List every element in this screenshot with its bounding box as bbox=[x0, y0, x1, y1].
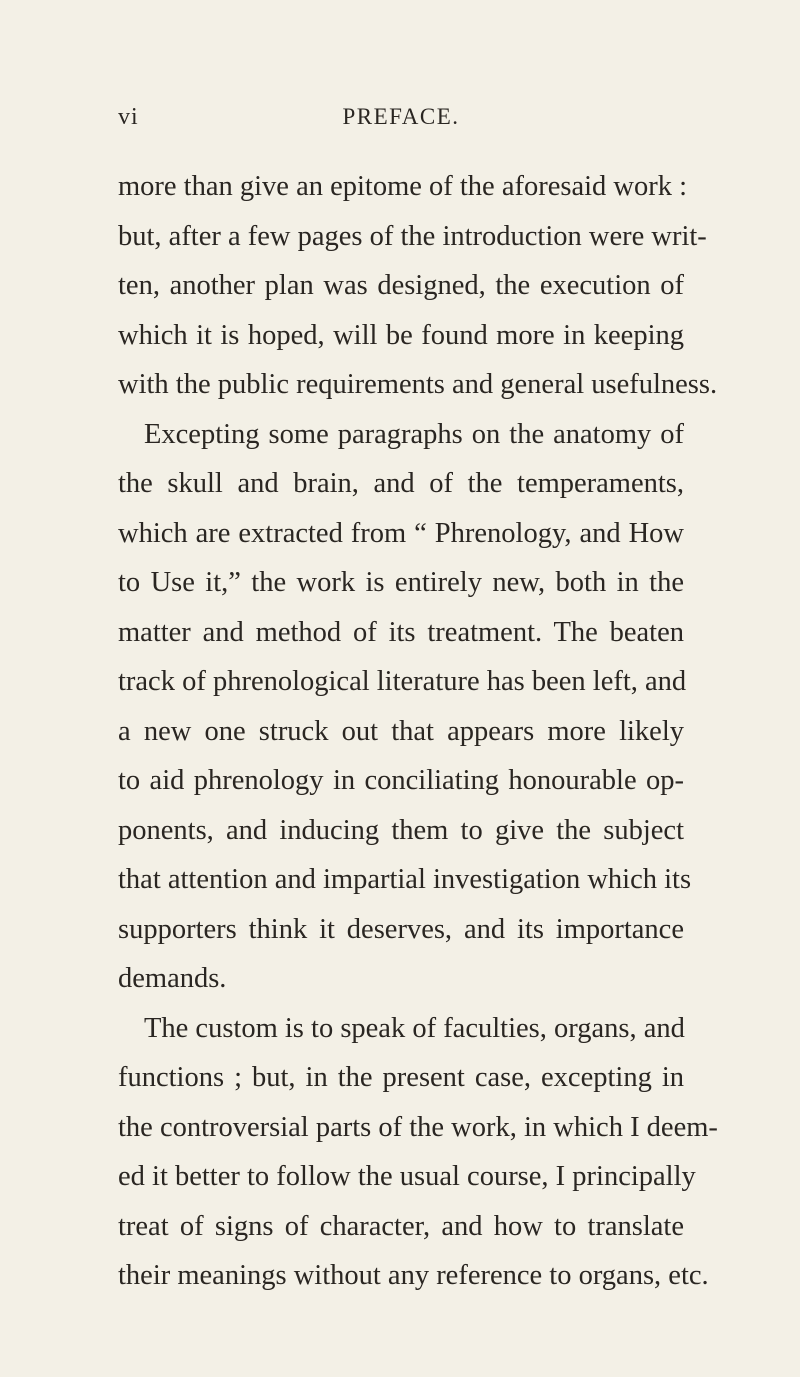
text-line: treat of signs of character, and how to translate bbox=[118, 1210, 684, 1242]
text-line: functions ; but, in the present case, excepting in bbox=[118, 1062, 684, 1093]
text-line: but, after a few pages of the introduction were writ- bbox=[118, 220, 707, 252]
page-number: vi bbox=[118, 104, 139, 130]
text-line: to aid phrenology in conciliating honourable op- bbox=[118, 765, 684, 796]
text-line: Excepting some paragraphs on the anatomy of bbox=[144, 418, 684, 450]
text-line: matter and method of its treatment. The beaten bbox=[118, 616, 684, 648]
paragraph-2 bbox=[118, 410, 692, 1004]
text-line: that attention and impartial investigation which its bbox=[118, 864, 692, 895]
text-line: supporters think it deserves, and its importance bbox=[118, 913, 684, 945]
text-line: a new one struck out that appears more likely bbox=[118, 715, 684, 747]
paragraph-1 bbox=[118, 162, 718, 410]
text-line: track of phrenological literature has been left, and bbox=[118, 666, 687, 697]
text-line: demands. bbox=[118, 963, 227, 994]
body-text bbox=[118, 162, 718, 1291]
text-line: ed it better to follow the usual course, I principally bbox=[118, 1161, 696, 1192]
text-line: the controversial parts of the work, in which I deem- bbox=[118, 1111, 718, 1143]
text-line: which it is hoped, will be found more in keeping bbox=[118, 319, 684, 351]
paragraph-3 bbox=[118, 1004, 718, 1301]
text-line: the skull and brain, and of the temperaments, bbox=[118, 468, 684, 499]
text-line: with the public requirements and general usefulness. bbox=[118, 369, 718, 400]
text-line: more than give an epitome of the aforesaid work : bbox=[118, 171, 688, 202]
text-line: to Use it,” the work is entirely new, both in the bbox=[118, 567, 684, 598]
text-line: ten, another plan was designed, the execution of bbox=[118, 270, 684, 301]
text-line: The custom is to speak of faculties, organs, and bbox=[144, 1012, 685, 1044]
text-line: ponents, and inducing them to give the subject bbox=[118, 814, 684, 846]
running-title: PREFACE. bbox=[342, 104, 460, 129]
text-line: their meanings without any reference to organs, etc. bbox=[118, 1260, 709, 1291]
page-header bbox=[118, 104, 684, 134]
text-line: which are extracted from “ Phrenology, and How bbox=[118, 517, 684, 549]
